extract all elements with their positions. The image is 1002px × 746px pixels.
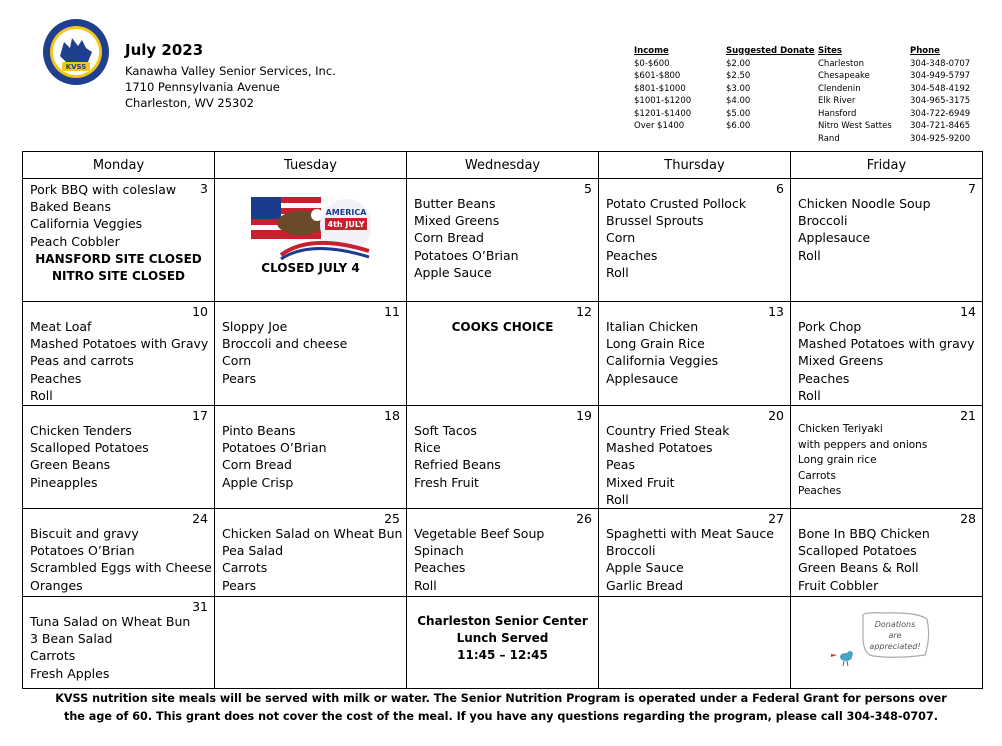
menu-item: California Veggies	[30, 216, 143, 232]
menu-item: Potatoes O’Brian	[222, 440, 327, 456]
menu-item: Pinto Beans	[222, 423, 296, 438]
day-number: 7	[968, 181, 976, 196]
day-cell-17	[23, 406, 215, 509]
day-number: 21	[960, 408, 976, 423]
phone-header: Phone	[910, 46, 940, 56]
day-cell-24	[23, 509, 215, 597]
menu-item: Peaches	[606, 247, 658, 263]
org-name: Kanawha Valley Senior Services, Inc.	[125, 64, 336, 78]
menu-item: Apple Crisp	[222, 474, 294, 490]
menu-item: Italian Chicken	[606, 319, 699, 334]
donate-row: $4.00	[726, 96, 751, 106]
menu-item: Biscuit and gravy	[30, 526, 139, 542]
day-cell-7	[791, 179, 983, 302]
phone-row: 304-949-5797	[910, 71, 971, 81]
menu-item: Sloppy Joe	[222, 319, 288, 334]
day-cell-18	[215, 406, 407, 509]
donate-row: $2.50	[726, 71, 751, 81]
donations-text-2: are	[888, 631, 902, 641]
phone-row: 304-721-8465	[910, 121, 971, 131]
menu-item: Green Beans	[30, 457, 111, 473]
day-number: 20	[768, 408, 784, 423]
phone-row: 304-348-0707	[910, 58, 971, 69]
menu-item: Roll	[606, 264, 629, 280]
menu-item: Chicken Tenders	[30, 423, 132, 438]
day-cell-28	[791, 509, 983, 597]
menu-item: Vegetable Beef Soup	[414, 526, 545, 542]
income-column	[634, 45, 691, 133]
menu-item: Peaches	[798, 370, 850, 386]
day-number: 18	[384, 408, 400, 423]
kvss-logo	[42, 18, 110, 86]
menu-item: Roll	[414, 577, 437, 593]
menu-item: Broccoli	[606, 543, 656, 559]
day-cell-14	[791, 302, 983, 406]
menu-item: Pears	[222, 577, 257, 593]
menu-item: Fruit Cobbler	[798, 577, 879, 593]
menu-item: Carrots	[30, 648, 76, 664]
menu-item: Potato Crusted Pollock	[606, 196, 747, 211]
donate-row: $2.00	[726, 58, 751, 69]
menu-item: Roll	[798, 247, 821, 263]
income-row: $0-$600	[634, 58, 670, 69]
donate-row: $3.00	[726, 83, 751, 94]
menu-item: Chicken Teriyaki	[798, 423, 883, 435]
senior-center-cell	[407, 597, 599, 689]
menu-item: Peaches	[414, 560, 466, 576]
day-number: 26	[576, 511, 592, 527]
image-text-america: AMERICA	[325, 208, 367, 217]
menu-item: California Veggies	[606, 353, 719, 369]
menu-item: Carrots	[798, 469, 836, 482]
phone-row: 304-965-3175	[910, 96, 971, 106]
day-number: 17	[192, 408, 208, 423]
day-cell-4	[215, 179, 407, 302]
menu-item: Country Fried Steak	[606, 423, 730, 438]
phone-column	[910, 45, 970, 145]
donations-cell	[791, 597, 983, 689]
day-number: 3	[200, 181, 208, 196]
menu-item: Butter Beans	[414, 196, 496, 211]
day-cell-27	[599, 509, 791, 597]
phone-row: 304-925-9200	[910, 133, 971, 144]
income-row: $801-$1000	[634, 83, 686, 94]
day-cell-12	[407, 302, 599, 406]
menu-item: Chicken Salad on Wheat Bun	[222, 526, 403, 542]
logo-text: KVSS	[65, 63, 87, 71]
day-number: 31	[192, 599, 208, 615]
day-cell-19	[407, 406, 599, 509]
income-header: Income	[634, 46, 669, 56]
center-name: Charleston Senior Center	[417, 614, 588, 629]
donations-bird-image	[827, 611, 937, 671]
image-text-july: 4th JULY	[327, 220, 365, 229]
fourth-of-july-eagle-flag-image	[251, 193, 371, 261]
menu-item: Pork BBQ with coleslaw	[30, 182, 177, 197]
menu-item: Pea Salad	[222, 543, 284, 559]
donations-text-1: Donations	[874, 620, 916, 630]
menu-item: Mashed Potatoes with gravy	[798, 336, 975, 352]
menu-item: Peaches	[30, 370, 82, 386]
menu-item: Potatoes O’Brian	[414, 247, 519, 263]
day-cell-10	[23, 302, 215, 406]
menu-item: Corn Bread	[222, 457, 292, 473]
menu-calendar	[22, 151, 983, 689]
closure-note: HANSFORD SITE CLOSED	[35, 251, 202, 266]
site-row: Hansford	[818, 108, 857, 119]
menu-item: Peas	[606, 457, 635, 473]
menu-item: Chicken Noodle Soup	[798, 196, 931, 211]
menu-item: Bone In BBQ Chicken	[798, 526, 930, 542]
donate-header-b: Donate	[780, 46, 815, 56]
address-line-1: 1710 Pennsylvania Avenue	[125, 80, 280, 94]
site-row: Charleston	[818, 58, 864, 69]
menu-item: Scrambled Eggs with Cheese	[30, 560, 212, 576]
site-row: Clendenin	[818, 83, 861, 94]
menu-item: Brussel Sprouts	[606, 213, 704, 229]
day-number: 28	[960, 511, 976, 527]
menu-item: Long grain rice	[798, 454, 877, 467]
menu-item: Corn	[222, 353, 252, 369]
empty-cell	[215, 597, 407, 689]
day-header-monday: Monday	[23, 152, 215, 179]
donate-row: $5.00	[726, 108, 751, 119]
menu-item: Potatoes O’Brian	[30, 543, 135, 559]
day-number: 27	[768, 511, 784, 527]
donate-column	[726, 45, 815, 133]
menu-item: Refried Beans	[414, 457, 501, 473]
menu-item: Spinach	[414, 543, 464, 559]
day-cell-5	[407, 179, 599, 302]
income-row: $1201-$1400	[634, 108, 692, 119]
menu-item: Applesauce	[606, 370, 679, 386]
donate-row: $6.00	[726, 121, 751, 131]
day-header-thursday: Thursday	[599, 152, 791, 179]
day-cell-31	[23, 597, 215, 689]
day-header-wednesday: Wednesday	[407, 152, 599, 179]
menu-item: Tuna Salad on Wheat Bun	[30, 614, 191, 630]
menu-item: 3 Bean Salad	[30, 631, 113, 647]
day-number: 25	[384, 511, 400, 527]
day-cell-20	[599, 406, 791, 509]
sites-column	[818, 45, 892, 145]
menu-item: Apple Sauce	[414, 264, 492, 280]
menu-item: Roll	[798, 387, 821, 403]
day-cell-13	[599, 302, 791, 406]
menu-item: Soft Tacos	[414, 423, 477, 438]
menu-item: Peaches	[798, 485, 842, 498]
menu-item: Broccoli	[798, 213, 848, 229]
menu-item: Corn	[606, 230, 636, 246]
site-row: Rand	[818, 133, 840, 144]
sites-header: Sites	[818, 46, 842, 56]
footer-line-1: KVSS nutrition site meals will be served with milk or water. The Senior Nutrition Program is operated under a Federal Grant for persons over	[55, 692, 947, 705]
day-cell-11	[215, 302, 407, 406]
menu-item: Spaghetti with Meat Sauce	[606, 526, 774, 542]
phone-row: 304-548-4192	[910, 83, 971, 94]
donations-text-3: appreciated!	[869, 642, 921, 652]
menu-item: Oranges	[30, 577, 83, 593]
day-number: 13	[768, 304, 784, 319]
menu-item: Pineapples	[30, 474, 98, 490]
organization-header	[125, 42, 336, 111]
day-cell-25	[215, 509, 407, 597]
day-number: 19	[576, 408, 592, 423]
menu-item: Rice	[414, 440, 441, 456]
menu-item: Mixed Fruit	[606, 474, 675, 490]
menu-item: Pears	[222, 370, 257, 386]
phone-row: 304-722-6949	[910, 108, 971, 119]
day-number: 11	[384, 304, 400, 319]
menu-item: Long Grain Rice	[606, 336, 705, 352]
menu-item: Scalloped Potatoes	[30, 440, 149, 456]
menu-item: with peppers and onions	[798, 438, 928, 451]
menu-item: Roll	[30, 387, 53, 403]
menu-item: Green Beans & Roll	[798, 560, 919, 576]
menu-item: Scalloped Potatoes	[798, 543, 917, 559]
empty-cell	[599, 597, 791, 689]
site-row: Elk River	[818, 96, 856, 106]
menu-item: Fresh Fruit	[414, 474, 479, 490]
site-row: Nitro West Sattes	[818, 121, 892, 131]
day-number: 12	[576, 304, 592, 319]
menu-item: Carrots	[222, 560, 268, 576]
day-header-friday: Friday	[791, 152, 983, 179]
menu-item: Mashed Potatoes	[606, 440, 713, 456]
income-row: $601-$800	[634, 71, 681, 81]
day-number: 24	[192, 511, 208, 527]
footer-note	[0, 690, 1002, 726]
menu-item: Meat Loaf	[30, 319, 92, 334]
menu-item: Applesauce	[798, 230, 871, 246]
menu-item: Fresh Apples	[30, 665, 110, 681]
menu-item: Apple Sauce	[606, 560, 684, 576]
footer-line-2: the age of 60. This grant does not cover the cost of the meal. If you have any questions regarding the program, please call 304-348-0707.	[63, 710, 938, 723]
menu-item: Broccoli and cheese	[222, 336, 348, 352]
day-cell-26	[407, 509, 599, 597]
menu-item: Mixed Greens	[798, 353, 884, 369]
menu-item: Peach Cobbler	[30, 233, 120, 249]
closure-note: NITRO SITE CLOSED	[51, 268, 185, 283]
site-row: Chesapeake	[818, 71, 870, 81]
menu-item: Mashed Potatoes with Gravy	[30, 336, 209, 352]
cooks-choice-note: COOKS CHOICE	[451, 320, 554, 334]
day-cell-6	[599, 179, 791, 302]
lunch-time: 11:45 – 12:45	[457, 648, 548, 663]
closed-note: CLOSED JULY 4	[261, 261, 360, 275]
address-line-2: Charleston, WV 25302	[125, 96, 254, 110]
menu-item: Peas and carrots	[30, 353, 134, 369]
donate-header-a: Suggested	[726, 46, 778, 56]
day-header-tuesday: Tuesday	[215, 152, 407, 179]
income-row: $1001-$1200	[634, 96, 692, 106]
day-number: 5	[584, 181, 592, 196]
day-number: 14	[960, 304, 976, 319]
menu-item: Baked Beans	[30, 199, 111, 215]
menu-item: Pork Chop	[798, 319, 862, 334]
income-row: Over $1400	[634, 121, 685, 131]
day-cell-21	[791, 406, 983, 509]
day-cell-3	[23, 179, 215, 302]
menu-item: Mixed Greens	[414, 213, 500, 229]
menu-item: Garlic Bread	[606, 577, 684, 593]
day-number: 6	[776, 181, 784, 196]
menu-item: Roll	[606, 491, 629, 507]
lunch-label: Lunch Served	[456, 631, 549, 646]
day-number: 10	[192, 304, 208, 319]
menu-item: Corn Bread	[414, 230, 484, 246]
page-title: July 2023	[125, 41, 204, 59]
